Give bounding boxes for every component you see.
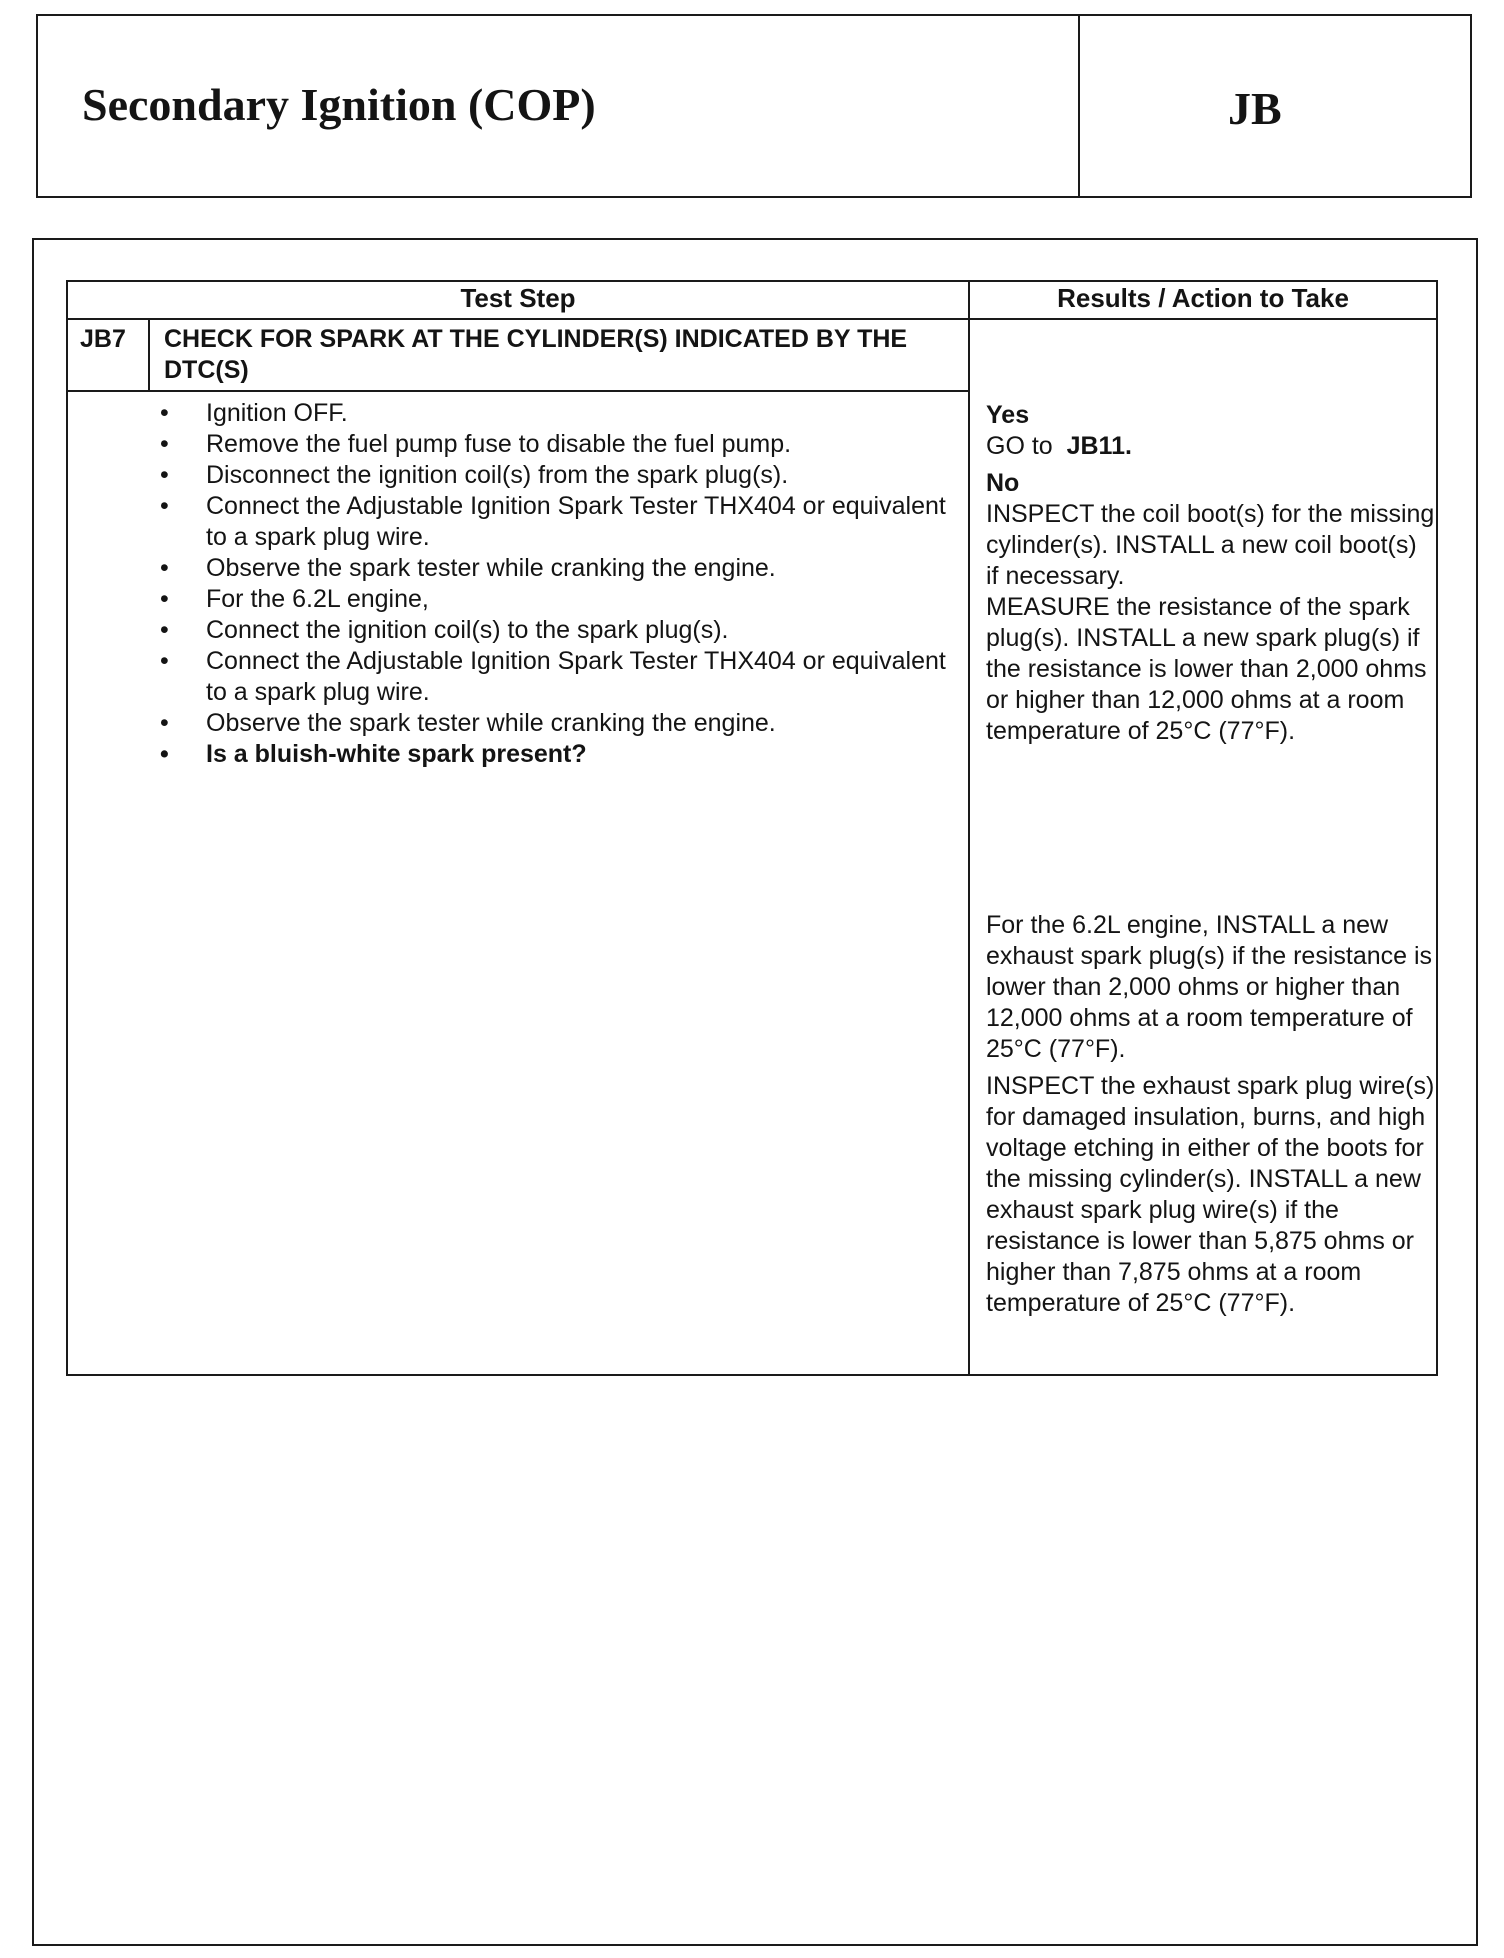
list-item: • Ignition OFF. xyxy=(160,399,348,427)
table-column-divider xyxy=(968,280,970,1376)
yes-label: Yes xyxy=(986,401,1030,429)
bullet-icon: • xyxy=(160,585,169,613)
engine-paragraph-2: INSPECT the exhaust spark plug wire(s) for damaged insulation, burns, and high voltage etching in either of the boots for the missing cylinder(s). INSTALL a new exhaust spark plug wire(s) if the resistance is lower than 5,875 ohms or higher than 7,875 ohms at a room temperature of 25°C (77°F). xyxy=(986,1072,1435,1317)
bullet-icon: • xyxy=(160,647,169,675)
bullet-icon: • xyxy=(160,399,169,427)
table-right-border xyxy=(1436,280,1438,1376)
header-divider xyxy=(1078,16,1080,196)
step-id-divider xyxy=(148,318,150,392)
bullet-icon: • xyxy=(160,461,169,489)
no-paragraph-2: MEASURE the resistance of the spark plug(s). INSTALL a new spark plug(s) if the resistance is lower than 2,000 ohms or higher than 12,000 ohms at a room temperature of 25°C (77°F). xyxy=(986,593,1427,745)
page-header xyxy=(36,14,1472,198)
yes-action-target: JB11. xyxy=(1066,432,1132,460)
list-item: • Connect the Adjustable Ignition Spark Tester THX404 or equivalent to a spark plug wire. xyxy=(160,492,946,551)
list-item: • For the 6.2L engine, xyxy=(160,585,429,613)
table-left-border xyxy=(66,280,68,1376)
list-item: • Disconnect the ignition coil(s) from the spark plug(s). xyxy=(160,461,789,489)
bullet-icon: • xyxy=(160,740,169,768)
section-title: Secondary Ignition (COP) xyxy=(82,79,596,130)
bullet-icon: • xyxy=(160,430,169,458)
column-header-results: Results / Action to Take xyxy=(1057,283,1349,313)
list-item: • Observe the spark tester while cranking the engine. xyxy=(160,709,776,737)
step-instructions xyxy=(160,398,950,770)
result-engine-section xyxy=(986,910,1436,1319)
bullet-icon: • xyxy=(160,554,169,582)
bullet-icon: • xyxy=(160,709,169,737)
engine-paragraph-1: For the 6.2L engine, INSTALL a new exhaust spark plug(s) if the resistance is lower than 2,000 ohms or higher than 12,000 ohms at a room temperature of 25°C (77°F). xyxy=(986,911,1433,1063)
no-paragraph-1: INSPECT the coil boot(s) for the missing cylinder(s). INSTALL a new coil boot(s) if necessary. xyxy=(986,500,1435,590)
list-item: • Connect the ignition coil(s) to the spark plug(s). xyxy=(160,616,729,644)
step-id: JB7 xyxy=(80,325,126,353)
table-bottom-border xyxy=(66,1374,1438,1376)
section-code: JB xyxy=(1228,83,1282,134)
yes-action xyxy=(986,431,1436,462)
list-item: • Remove the fuel pump fuse to disable the fuel pump. xyxy=(160,430,792,458)
list-item: • Observe the spark tester while cranking the engine. xyxy=(160,554,776,582)
step-title: CHECK FOR SPARK AT THE CYLINDER(S) INDICATED BY THE DTC(S) xyxy=(164,325,908,384)
bullet-icon: • xyxy=(160,492,169,520)
yes-action-prefix: GO to xyxy=(986,432,1053,460)
result-yes-no xyxy=(986,400,1436,747)
column-header-test-step: Test Step xyxy=(460,283,576,313)
list-item: • Connect the Adjustable Ignition Spark Tester THX404 or equivalent to a spark plug wire. xyxy=(160,647,946,706)
step-title-bottom-border xyxy=(66,390,968,392)
no-label: No xyxy=(986,469,1020,497)
bullet-icon: • xyxy=(160,616,169,644)
table-header-bottom-border xyxy=(66,318,1438,320)
list-item-question: • Is a bluish-white spark present? xyxy=(160,740,587,768)
